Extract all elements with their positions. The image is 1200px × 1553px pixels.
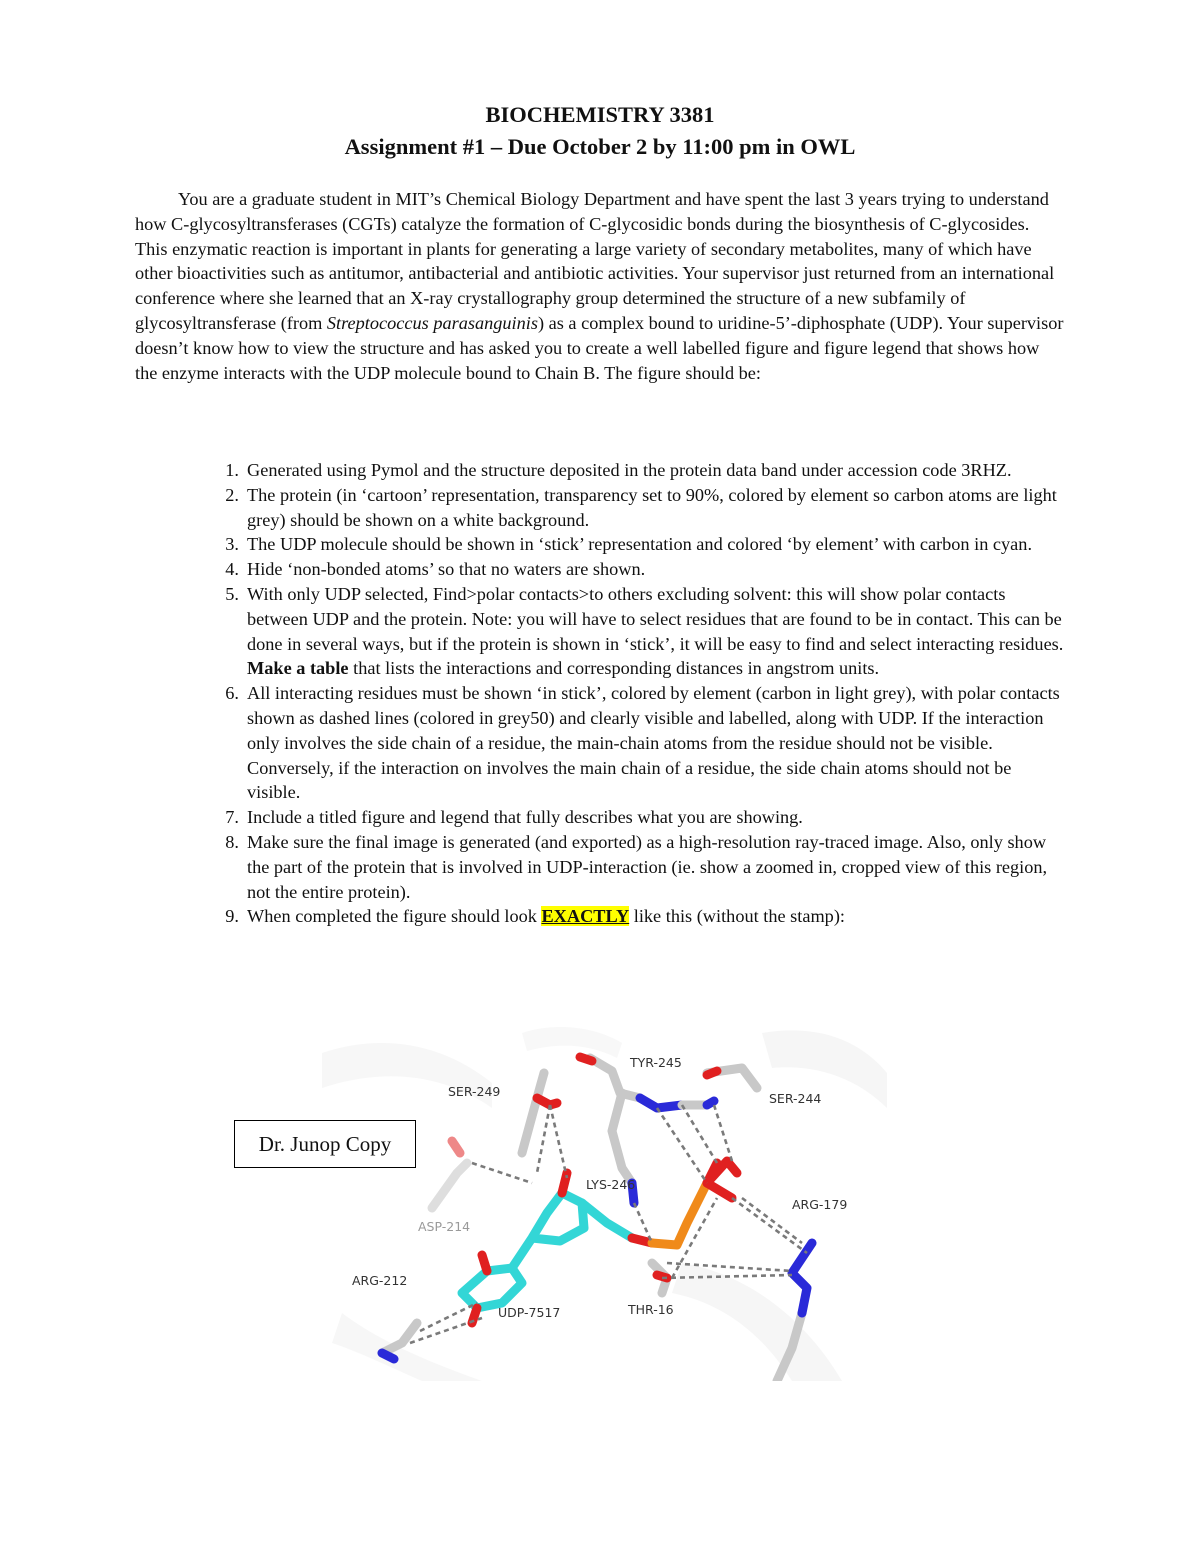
intro-paragraph bbox=[135, 187, 1065, 385]
list-item: 1. Generated using Pymol and the structure deposited in the protein data band under accession code 3RHZ. bbox=[225, 460, 1012, 480]
requirements-list bbox=[135, 458, 1065, 929]
list-item: 8. Make sure the final image is generated (and exported) as a high-resolution ray-traced image. Also, only show the part of the protein that is involved in UDP-interaction (ie. show a zoomed in, cropped view of this region, not the entire protein). bbox=[225, 831, 1048, 902]
course-title: BIOCHEMISTRY 3381 bbox=[485, 102, 715, 127]
label-asp214: ASP-214 bbox=[418, 1219, 471, 1234]
label-ser249: SER-249 bbox=[448, 1084, 501, 1099]
tyr245-oxygen bbox=[580, 1057, 592, 1061]
udp-carbonyl bbox=[482, 1255, 487, 1271]
copy-stamp: Dr. Junop Copy bbox=[234, 1120, 416, 1168]
label-arg179: ARG-179 bbox=[792, 1197, 848, 1212]
list-item: 3. The UDP molecule should be shown in ‘stick’ representation and colored ‘by element’ with carbon in cyan. bbox=[225, 534, 1033, 555]
ser244-nitrogen bbox=[707, 1101, 714, 1105]
list-item: 7. Include a titled figure and legend that fully describes what you are showing. bbox=[225, 807, 803, 828]
list-item: 4. Hide ‘non-bonded atoms’ so that no waters are shown. bbox=[225, 559, 646, 580]
label-tyr245: TYR-245 bbox=[630, 1055, 682, 1070]
organism-name: Streptococcus parasanguinis bbox=[326, 312, 538, 333]
intro-text-end: ) as a complex bound to uridine-5’-diphosphate (UDP). Your supervisor doesn’t know how to view the structure and has asked you to create a well labelled figure and figure legend that shows how the enzyme interacts with the UDP molecule bound to Chain B. The figure should be: bbox=[135, 312, 1064, 383]
exactly-highlight: EXACTLY bbox=[541, 906, 630, 927]
make-table-emphasis: Make a table bbox=[247, 658, 349, 679]
list-item: 5. With only UDP selected, Find>polar contacts>to others excluding solvent: this will show polar contacts between UDP and the protein. Note: you will have to select residues that are found to be in contact. This can be done in several ways, but if the protein is shown in ‘stick’, it will be easy to find and select interacting residues. Make a table that lists the interactions and corresponding distances in angstrom units. bbox=[225, 583, 1064, 679]
arg212-nitrogen bbox=[382, 1353, 394, 1359]
intro-text: You are a graduate student in MIT’s Chemical Biology Department and have spent the last 3 years trying to understand how C-glycosyltransferases (CGTs) catalyze the formation of C-glycosidic bonds during the biosynthesis of C-glycosides. This enzymatic reaction is important in plants for generating a large variety of secondary metabolites, many of which have other bioactivities such as antitumor, antibacterial and antibiotic activities. Your supervisor just returned from an international conference where she learned that an X-ray crystallography group determined the structure of a new subfamily of glycosyltransferase (from bbox=[135, 189, 1055, 333]
label-thr16: THR-16 bbox=[628, 1302, 674, 1317]
label-lys246: LYS-246 bbox=[586, 1177, 636, 1192]
list-item: 9. When completed the figure should look EXACTLY like this (without the stamp): bbox=[225, 906, 845, 927]
ser244-oxygen bbox=[707, 1071, 717, 1075]
assignment-title: Assignment #1 – Due October 2 by 11:00 pm in OWL bbox=[344, 134, 856, 159]
list-item: 2. The protein (in ‘cartoon’ representation, transparency set to 90%, colored by element so carbon atoms are light grey) should be shown on a white background. bbox=[225, 484, 1057, 530]
list-item: 6. All interacting residues must be shown ‘in stick’, colored by element (carbon in light grey), with polar contacts shown as dashed lines (colored in grey50) and clearly visible and labelled, along with UDP. If the interaction only involves the side chain of a residue, the main-chain atoms from the residue should not be visible. Conversely, if the interaction on involves the main chain of a residue, the side chain atoms should not be visible. bbox=[225, 683, 1060, 803]
label-ser244: SER-244 bbox=[769, 1091, 822, 1106]
label-udp: UDP-7517 bbox=[498, 1305, 561, 1320]
label-arg212: ARG-212 bbox=[352, 1273, 408, 1288]
pymol-figure bbox=[322, 1013, 887, 1381]
